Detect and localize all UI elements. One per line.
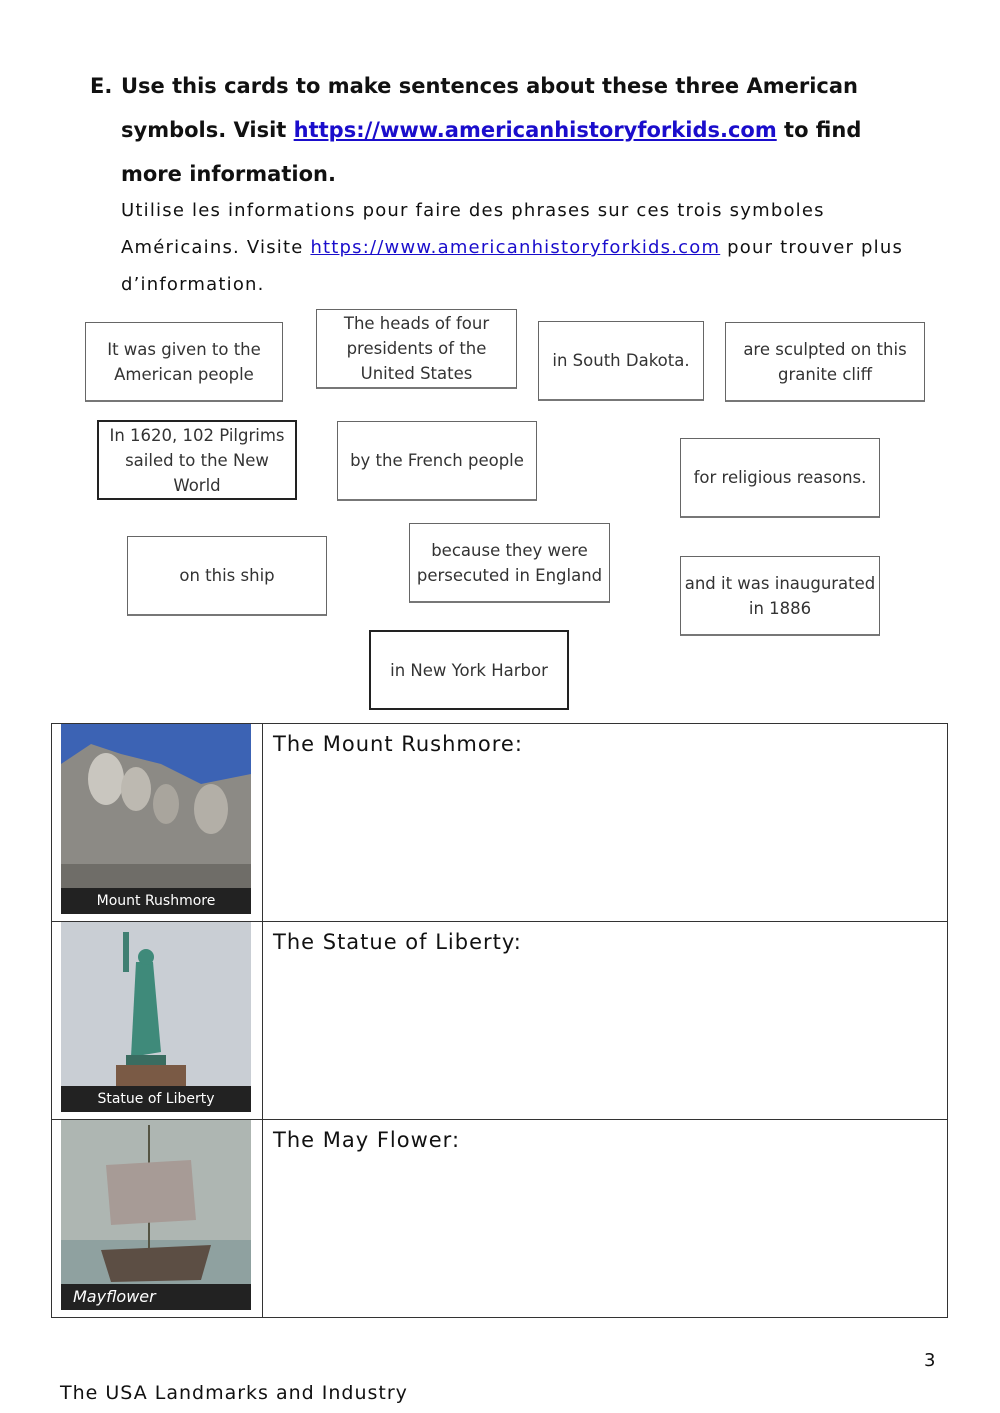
row-label: The Statue of Liberty: — [273, 930, 522, 954]
sentence-card[interactable]: are sculpted on this granite cliff — [725, 322, 925, 402]
sentence-card[interactable]: In 1620, 102 Pilgrims sailed to the New World — [97, 420, 297, 500]
instruction-text: Use this cards to make sentences about these three American symbols. Visit — [121, 74, 858, 142]
website-link-fr[interactable]: https://www.americanhistoryforkids.com — [310, 237, 721, 258]
sentence-card[interactable]: by the French people — [337, 421, 537, 501]
answer-table — [51, 723, 948, 1318]
page-number: 3 — [924, 1350, 936, 1371]
row-label: The Mount Rushmore: — [273, 732, 523, 756]
image-caption: Mayflower — [61, 1284, 251, 1310]
image-caption: Statue of Liberty — [61, 1086, 251, 1112]
mayflower-image — [61, 1120, 251, 1310]
instruction-text-end: to find more information. — [121, 118, 862, 186]
website-link[interactable]: https://www.americanhistoryforkids.com — [293, 118, 777, 142]
sentence-card[interactable]: It was given to the American people — [85, 322, 283, 402]
exercise-label: E. — [90, 74, 113, 98]
sentence-card[interactable]: because they were persecuted in England — [409, 523, 610, 603]
sentence-card[interactable]: and it was inaugurated in 1886 — [680, 556, 880, 636]
sentence-card[interactable]: for religious reasons. — [680, 438, 880, 518]
french-text: Utilise les informations pour faire des phrases sur ces trois symboles Américains. Visite — [121, 200, 825, 258]
table-row — [52, 724, 948, 922]
french-text-end: pour trouver plus d’information. — [121, 237, 904, 295]
table-row — [52, 922, 948, 1120]
footer-title: The USA Landmarks and Industry — [60, 1382, 408, 1404]
mount-rushmore-image — [61, 724, 251, 914]
sentence-card[interactable]: in New York Harbor — [369, 630, 569, 710]
french-instruction — [121, 192, 941, 303]
sentence-card[interactable]: The heads of four presidents of the United States — [316, 309, 517, 389]
row-label: The May Flower: — [273, 1128, 461, 1152]
image-caption: Mount Rushmore — [61, 888, 251, 914]
statue-of-liberty-image — [61, 922, 251, 1112]
sentence-card[interactable]: in South Dakota. — [538, 321, 704, 401]
table-row — [52, 1120, 948, 1318]
sentence-card[interactable]: on this ship — [127, 536, 327, 616]
